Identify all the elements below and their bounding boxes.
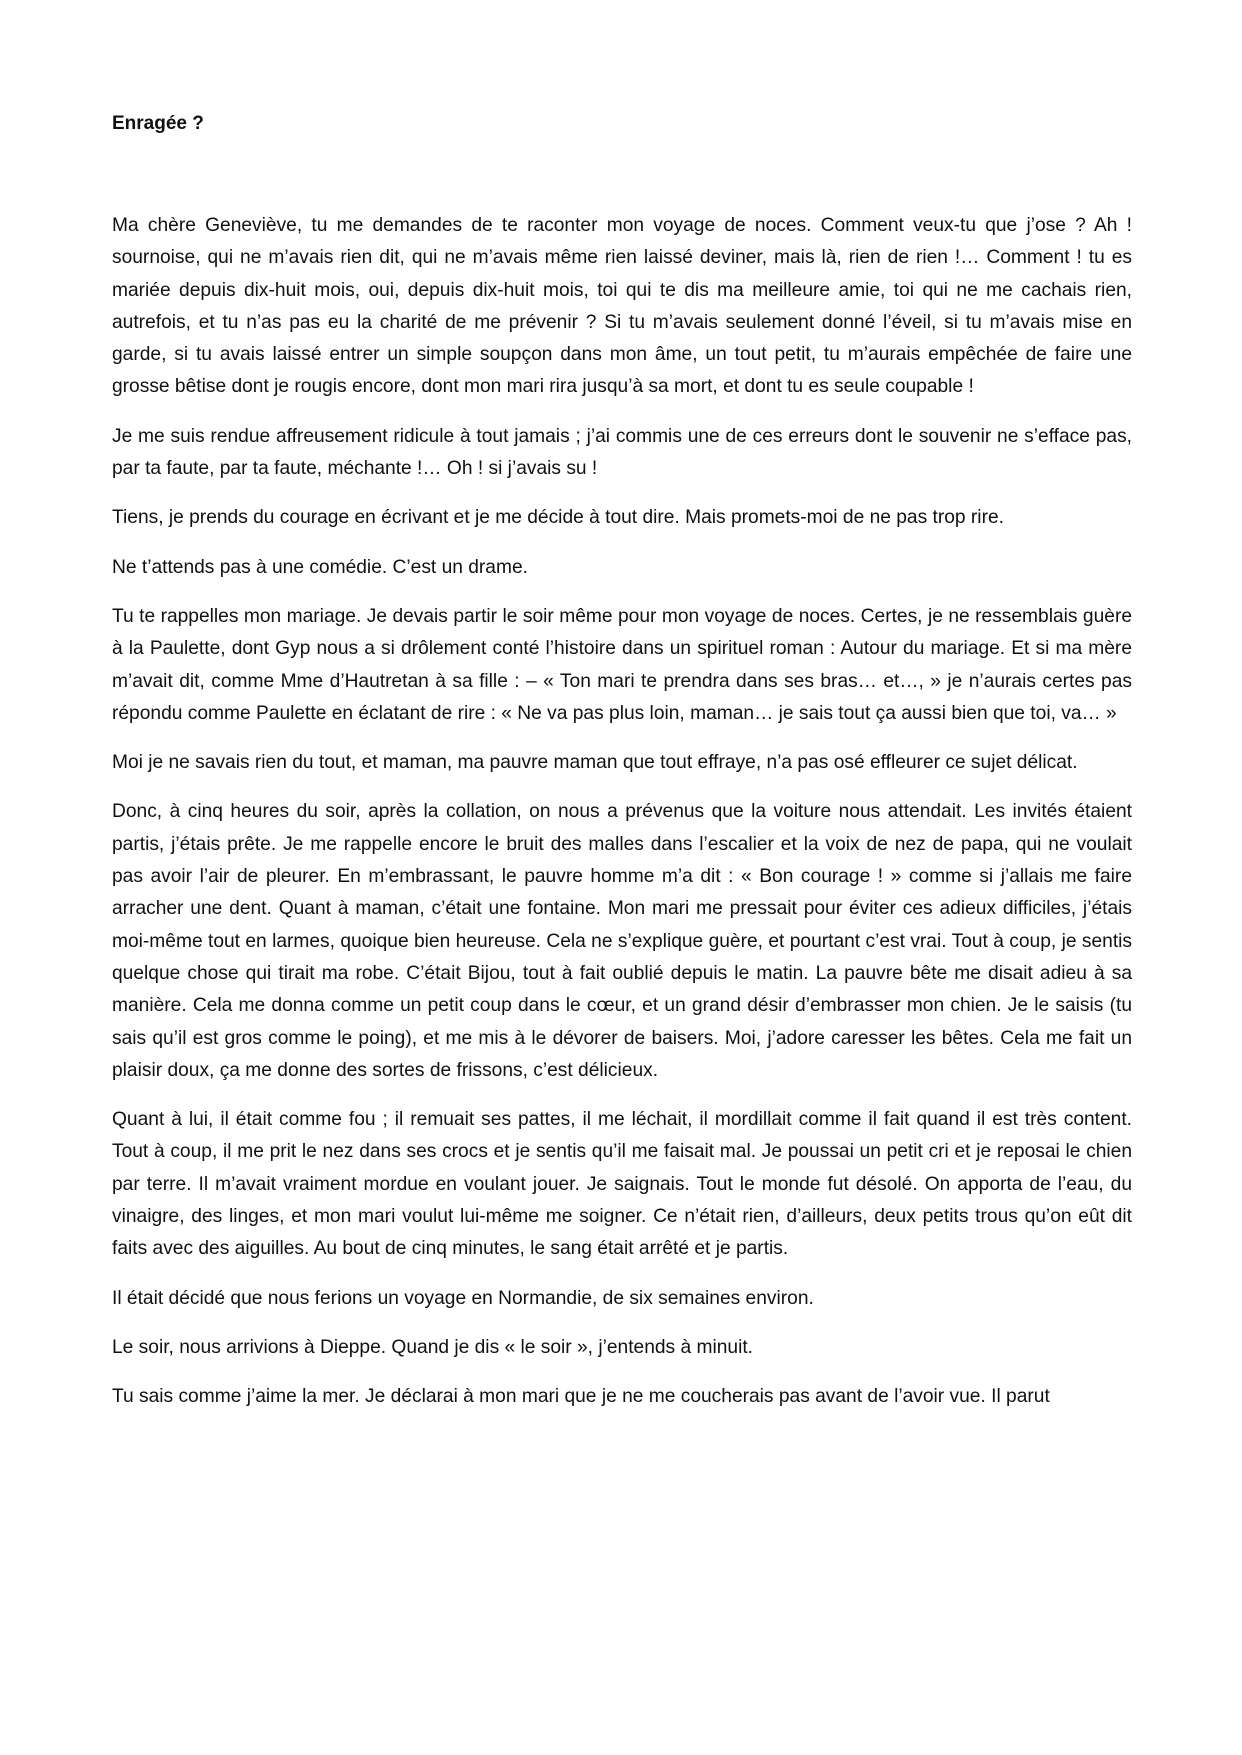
document-title: Enragée ?: [112, 113, 204, 134]
paragraph-3: Tiens, je prends du courage en écrivant et je me décide à tout dire. Mais promets-moi de ne pas trop rire.: [112, 507, 1004, 529]
document-body: [112, 112, 1132, 1414]
paragraph-11: Tu sais comme j’aime la mer. Je déclarai à mon mari que je ne me coucherais pas avant de l’avoir vue. Il parut: [112, 1386, 1050, 1408]
paragraph-8: Quant à lui, il était comme fou ; il remuait ses pattes, il me léchait, il mordillait comme il fait quand il est très content. Tout à coup, il me prit le nez dans ses crocs et je sentis qu’il me faisait mal. Je poussai un petit cri et je reposai le chien par terre. Il m’avait vraiment mordue en voulant jouer. Je saignais. Tout le monde fut désolé. On apporta de l’eau, du vinaigre, des linges, et mon mari voulut lui-même me soigner. Ce n’était rien, d’ailleurs, deux petits trous qu’on eût dit faits avec des aiguilles. Au bout de cinq minutes, le sang était arrêté et je partis.: [112, 1109, 1132, 1260]
paragraph-4: Ne t’attends pas à une comédie. C’est un drame.: [112, 556, 528, 578]
paragraph-6: Moi je ne savais rien du tout, et maman, ma pauvre maman que tout effraye, n’a pas osé effleurer ce sujet délicat.: [112, 752, 1078, 774]
paragraph-5: Tu te rappelles mon mariage. Je devais partir le soir même pour mon voyage de noces. Certes, je ne ressemblais guère à la Paulette, dont Gyp nous a si drôlement conté l’histoire dans un spirituel roman : Autour du mariage. Et si ma mère m’avait dit, comme Mme d’Hautretan à sa fille : – « Ton mari te prendra dans ses bras… et…, » je n’aurais certes pas répondu comme Paulette en éclatant de rire : « Ne va pas plus loin, maman… je sais tout ça aussi bien que toi, va… »: [112, 605, 1132, 724]
paragraph-1: Ma chère Geneviève, tu me demandes de te raconter mon voyage de noces. Comment veux-tu que j’ose ? Ah ! sournoise, qui ne m’avais rien dit, qui ne m’avais même rien laissé deviner, mais là, rien de rien !… Comment ! tu es mariée depuis dix-huit mois, oui, depuis dix-huit mois, toi qui te dis ma meilleure amie, toi qui ne me cachais rien, autrefois, et tu n’as pas eu la charité de me prévenir ? Si tu m’avais seulement donné l’éveil, si tu m’avais mise en garde, si tu avais laissé entrer un simple soupçon dans mon âme, un tout petit, tu m’aurais empêchée de faire une grosse bêtise dont je rougis encore, dont mon mari rira jusqu’à sa mort, et dont tu es seule coupable !: [112, 215, 1132, 398]
paragraph-10: Le soir, nous arrivions à Dieppe. Quand je dis « le soir », j’entends à minuit.: [112, 1336, 754, 1358]
paragraph-9: Il était décidé que nous ferions un voyage en Normandie, de six semaines environ.: [112, 1287, 814, 1309]
paragraph-2: Je me suis rendue affreusement ridicule à tout jamais ; j’ai commis une de ces erreurs dont le souvenir ne s’efface pas, par ta faute, par ta faute, méchante !… Oh ! si j’avais su !: [112, 425, 1132, 480]
paragraph-7: Donc, à cinq heures du soir, après la collation, on nous a prévenus que la voiture nous attendait. Les invités étaient partis, j’étais prête. Je me rappelle encore le bruit des malles dans l’escalier et la voix de nez de papa, qui ne voulait pas avoir l’air de pleurer. En m’embrassant, le pauvre homme m’a dit : « Bon courage ! » comme si j’allais me faire arracher une dent. Quant à maman, c’était une fontaine. Mon mari me pressait pour éviter ces adieux difficiles, j’étais moi-même tout en larmes, quoique bien heureuse. Cela ne s’explique guère, et pourtant c’est vrai. Tout à coup, je sentis quelque chose qui tirait ma robe. C’était Bijou, tout à fait oublié depuis le matin. La pauvre bête me disait adieu à sa manière. Cela me donna comme un petit coup dans le cœur, et un grand désir d’embrasser mon chien. Je le saisis (tu sais qu’il est gros comme le poing), et me mis à le dévorer de baisers. Moi, j’adore caresser les bêtes. Cela me fait un plaisir doux, ça me donne des sortes de frissons, c’est délicieux.: [112, 801, 1132, 1081]
